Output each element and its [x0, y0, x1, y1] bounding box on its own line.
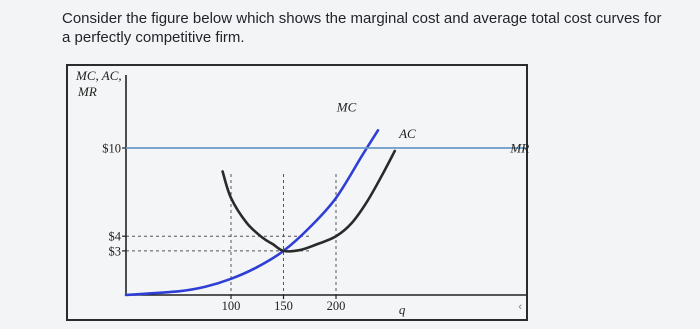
chevron-icon: ‹ [518, 301, 522, 313]
y-axis-label-line2: MR [78, 84, 97, 99]
y-tick-label-10: $10 [102, 141, 121, 156]
x-tick-label-150: 150 [274, 299, 293, 313]
question-text: Consider the figure below which shows the marginal cost and average total cost curves for a perfectly competitive firm. [62, 10, 662, 46]
ac-curve-label: AC [399, 125, 416, 141]
x-axis-label: q [398, 302, 406, 317]
chart-frame [66, 64, 528, 321]
y-tick-label-3: $3 [108, 244, 121, 259]
mc-curve-label: MC [336, 99, 357, 115]
cost-curves-chart [68, 66, 530, 319]
y-tick-label-4: $4 [108, 229, 121, 244]
x-tick-label-100: 100 [221, 299, 241, 313]
mr-curve-label: MR [510, 140, 530, 156]
x-tick-label-200: 200 [326, 299, 346, 313]
mc-curve [126, 130, 378, 295]
y-axis-label-line1: MC, AC, [76, 68, 122, 83]
